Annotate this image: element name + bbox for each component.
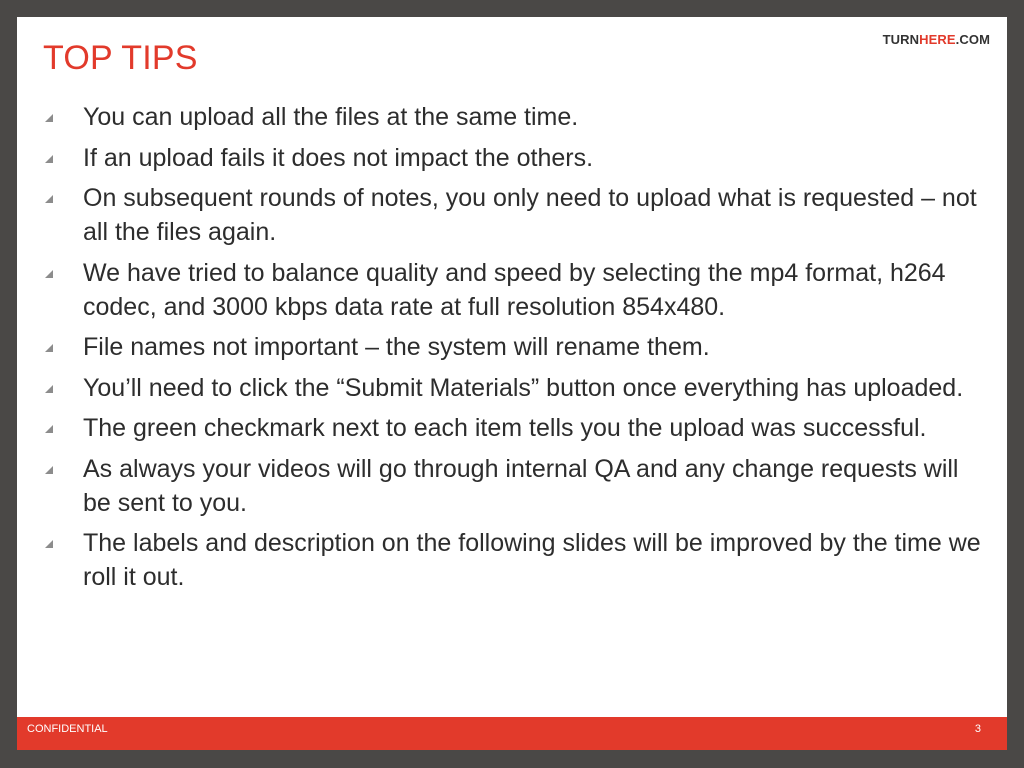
tip-item: [43, 100, 988, 134]
logo: [883, 32, 990, 47]
footer-bar: [17, 717, 1007, 750]
triangle-bullet-icon: [45, 540, 53, 548]
logo-part-com: .COM: [955, 32, 990, 47]
tip-item: [43, 256, 988, 324]
tip-text: You can upload all the files at the same time.: [83, 103, 579, 131]
tips-list: [43, 100, 988, 601]
tip-text: We have tried to balance quality and speed by selecting the mp4 format, h264 codec, and 3000 kbps data rate at full resolution 854x480.: [83, 258, 946, 321]
confidential-label: CONFIDENTIAL: [27, 723, 108, 735]
tip-text: If an upload fails it does not impact the others.: [83, 143, 594, 172]
tip-text: On subsequent rounds of notes, you only need to upload what is requested – not all the files again.: [83, 184, 977, 246]
tip-text: File names not important – the system will rename them.: [83, 333, 710, 361]
page-number: 3: [974, 723, 981, 735]
triangle-bullet-icon: [45, 114, 53, 122]
tip-text: You’ll need to click the “Submit Materials” button once everything has uploaded.: [83, 373, 964, 402]
tip-item: [43, 452, 988, 520]
triangle-bullet-icon: [45, 466, 53, 474]
tip-item: [43, 181, 988, 249]
tip-item: [43, 526, 988, 594]
slide: [17, 17, 1007, 750]
triangle-bullet-icon: [45, 270, 53, 278]
logo-part-here: HERE: [919, 32, 956, 47]
triangle-bullet-icon: [45, 155, 53, 163]
tip-item: [43, 141, 988, 175]
triangle-bullet-icon: [45, 385, 53, 393]
tip-text: The green checkmark next to each item tells you the upload was successful.: [83, 414, 927, 442]
slide-title: TOP TIPS: [43, 39, 198, 77]
triangle-bullet-icon: [45, 195, 53, 203]
logo-part-turn: TURN: [882, 32, 920, 47]
triangle-bullet-icon: [45, 344, 53, 352]
tip-item: [43, 371, 988, 405]
tip-item: [43, 330, 988, 364]
tip-item: [43, 411, 988, 445]
tip-text: The labels and description on the following slides will be improved by the time we roll it out.: [83, 529, 981, 591]
tip-text: As always your videos will go through internal QA and any change requests will be sent to you.: [83, 454, 959, 517]
triangle-bullet-icon: [45, 425, 53, 433]
